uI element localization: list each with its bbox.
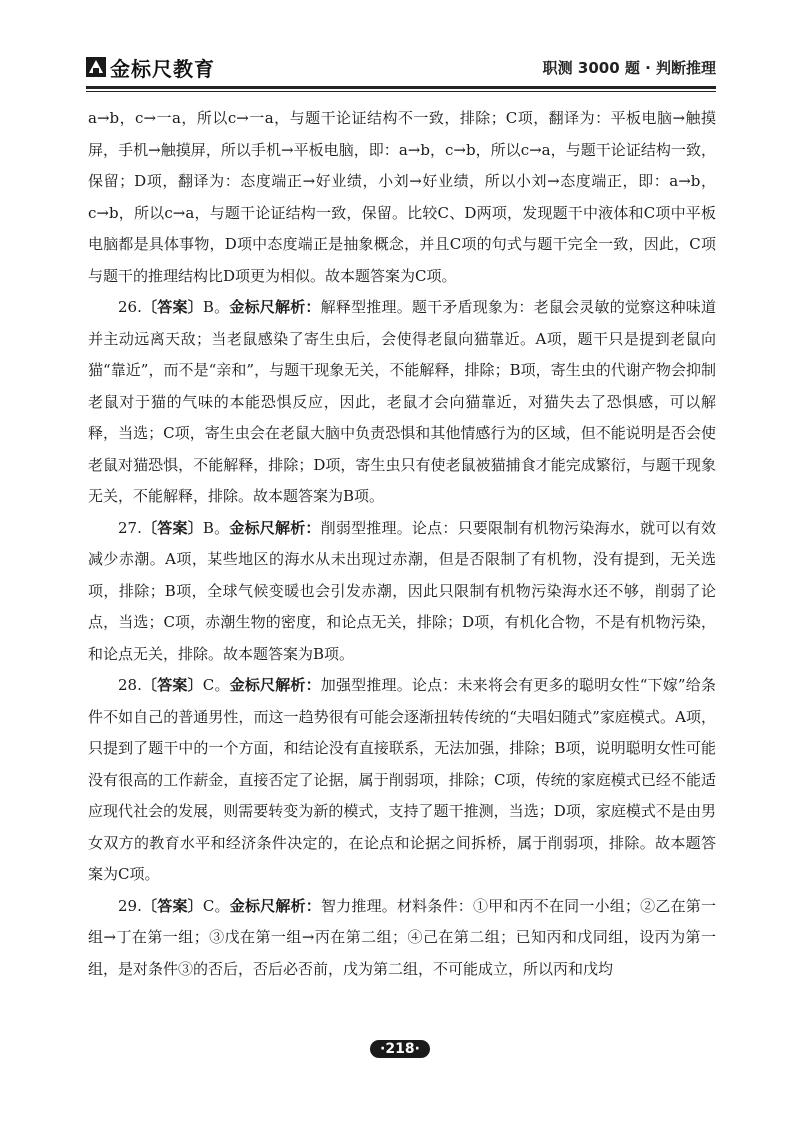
analysis-text: 加强型推理。论点：未来将会有更多的聪明女性“下嫁”给条件不如自己的普通男性，而这一趋势很有可能会逐渐扭转传统的“夫唱妇随式”家庭模式。A项，只提到了题干中的一个方面，和结论没有直接联系，无法加强，排除；B项，说明聪明女性可能没有很高的工作薪金，直接否定了论据，属于削弱项，排除；C项，传统的家庭模式已经不能适应现代社会的发展，则需要转变为新的模式，支持了题干推测，当选；D项，家庭模式不是由男女双方的教育水平和经济条件决定的，在论点和论据之间拆桥，属于削弱项，排除。故本题答案为C项。 — [88, 676, 716, 883]
page-footer — [0, 1036, 800, 1062]
header-rule-thin — [86, 91, 716, 92]
analysis-text: 智力推理。材料条件：①甲和丙不在同一小组；②乙在第一组→丁在第一组；③戊在第一组→丙在第二组；④己在第二组；已知丙和戊同组，设丙为第一组，是对条件③的否后，否后必否前，戊为第二组，不可能成立，所以丙和戊均 — [88, 896, 716, 978]
analysis-text: 解释型推理。题干矛盾现象为：老鼠会灵敏的觉察这种味道并主动远离天敌；当老鼠感染了寄生虫后，会使得老鼠向猫靠近。A项，题干只是提到老鼠向猫“靠近”，而不是“亲和”，与题干现象无关，不能解释，排除；B项，寄生虫的代谢产物会抑制老鼠对于猫的气味的本能恐惧反应，因此，老鼠才会向猫靠近，对猫失去了恐惧感，可以解释，当选；C项，寄生虫会在老鼠大脑中负责恐惧和其他情感行为的区域，但不能说明是否会使老鼠对猫恐惧，不能解释，排除；D项，寄生虫只有使老鼠被猫捕食才能完成繁衍，与题干现象无关，不能解释，排除。故本题答案为B项。 — [88, 298, 716, 505]
answer-item-29 — [88, 891, 716, 986]
item-number: 26. — [118, 298, 142, 316]
answer-value: B。 — [202, 298, 230, 316]
book-title: 职测 3000 题 · 判断推理 — [542, 58, 716, 77]
page-number-value: 218 — [385, 1041, 415, 1057]
item-number: 29. — [118, 896, 142, 915]
analysis-label: 金标尺解析： — [229, 676, 321, 694]
answer-label: 〔答案〕 — [141, 298, 203, 316]
header-rule — [86, 86, 716, 89]
page-number: ·218· — [370, 1040, 430, 1058]
answer-label: 〔答案〕 — [141, 896, 203, 915]
answer-label: 〔答案〕 — [141, 676, 203, 694]
brand-name: 金标尺教育 — [110, 56, 215, 81]
answer-value: B。 — [202, 518, 230, 537]
answer-item-26 — [88, 292, 716, 513]
analysis-text: 削弱型推理。论点：只要限制有机物污染海水，就可以有效减少赤潮。A项，某些地区的海水从未出现过赤潮，但是否限制了有机物，没有提到，无关选项，排除；B项，全球气候变暖也会引发赤潮，因此只限制有机物污染海水还不够，削弱了论点，当选；C项，赤潮生物的密度，和论点无关，排除；D项，有机化合物，不是有机物污染，和论点无关，排除。故本题答案为B项。 — [88, 518, 716, 663]
item-number: 28. — [118, 676, 142, 694]
analysis-label: 金标尺解析： — [229, 896, 321, 915]
answer-value: C。 — [202, 896, 230, 915]
intro-paragraph: a→b，c→一a，所以c→一a，与题干论证结构不一致，排除；C项，翻译为：平板电脑→触摸屏，手机→触摸屏，所以手机→平板电脑，即：a→b，c→b，所以c→a，与题干论证结构一致，保留；D项，翻译为：态度端正→好业绩，小刘→好业绩，所以小刘→态度端正，即：a→b，c→b，所以c→a，与题干论证结构一致，保留。比较C、D两项，发现题干中液体和C项中平板电脑都是具体事物，D项中态度端正是抽象概念，并且C项的句式与题干完全一致，因此，C项与题干的推理结构比D项更为相似。故本题答案为C项。 — [88, 109, 716, 285]
brand — [86, 53, 215, 82]
brand-logo-icon — [86, 57, 106, 77]
page-body — [88, 103, 716, 985]
answer-label: 〔答案〕 — [141, 518, 203, 537]
answer-item-27 — [88, 513, 716, 671]
answer-value: C。 — [202, 676, 230, 694]
analysis-label: 金标尺解析： — [229, 518, 321, 537]
item-number: 27. — [118, 518, 142, 537]
analysis-label: 金标尺解析： — [229, 298, 321, 316]
answer-item-28 — [88, 670, 716, 891]
page-header — [86, 50, 716, 84]
